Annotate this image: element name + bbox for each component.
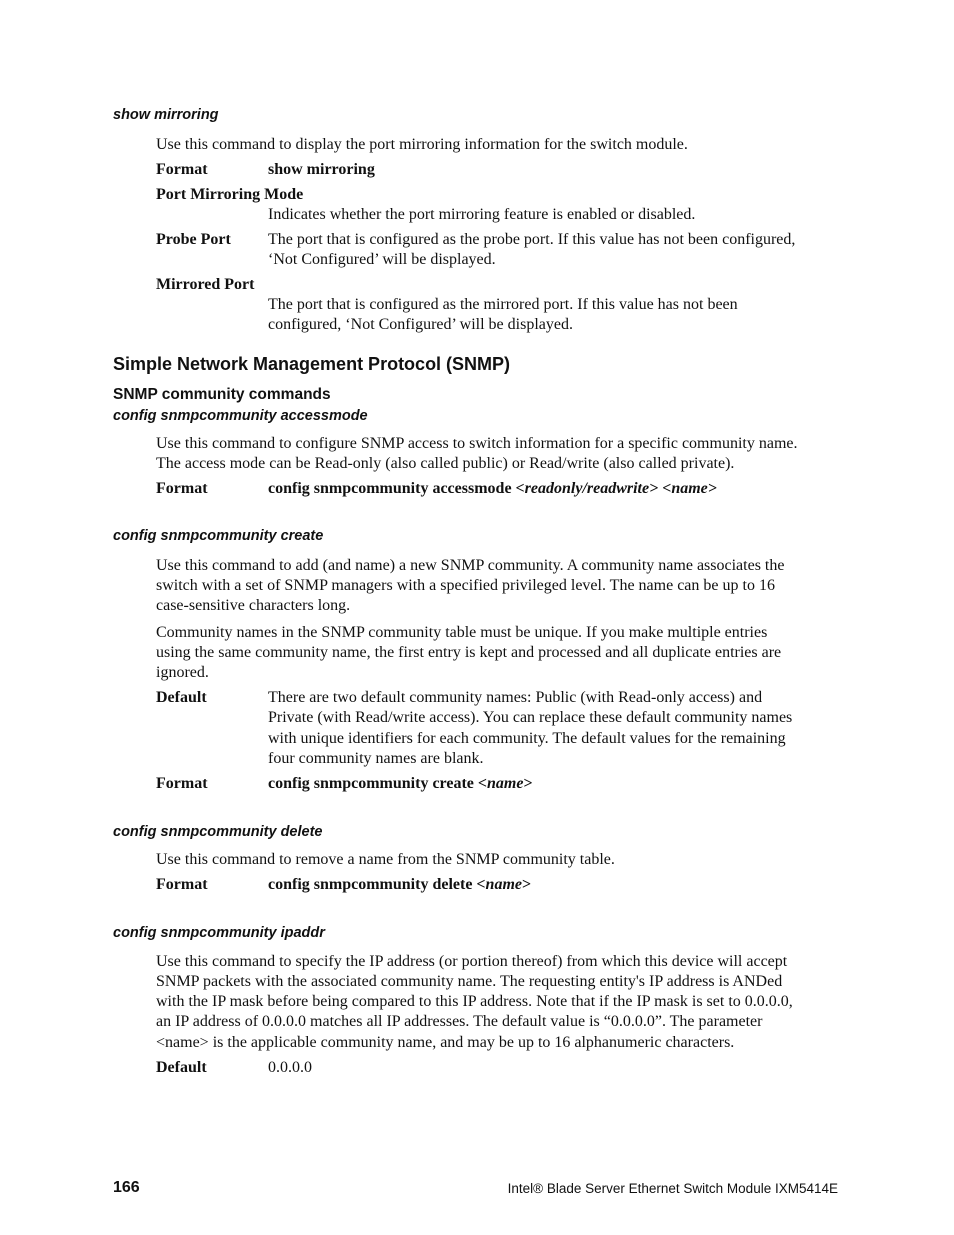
command-description-line: <name> is the applicable community name, and may be up to 16 alphanumeric characters. [156, 1034, 735, 1051]
command-description-line: ignored. [156, 664, 209, 681]
default-desc-line: with unique identifiers for each community. The default values for the remaining [268, 730, 786, 747]
field-label-port-mirroring-mode: Port Mirroring Mode [156, 186, 304, 203]
field-desc-probe-port-line: ‘Not Configured’ will be displayed. [268, 251, 496, 268]
default-desc-line: four community names are blank. [268, 750, 484, 767]
command-description-line: with the IP mask before being compared to this IP address. Note that if the IP mask is set to 0.0.0.0, [156, 993, 793, 1010]
page-number: 166 [113, 1179, 140, 1196]
command-description-line: case-sensitive characters long. [156, 597, 351, 614]
footer-document-title: Intel® Blade Server Ethernet Switch Module IXM5414E [507, 1181, 838, 1196]
command-description-line: using the same community name, the first entry is kept and processed and all duplicate entries are [156, 644, 782, 661]
default-desc-line: Private (with Read/write access). You can replace these default community names [268, 709, 793, 726]
field-desc-probe-port-line: The port that is configured as the probe port. If this value has not been configured, [268, 231, 796, 248]
format-label: Format [156, 775, 208, 792]
field-label-mirrored-port: Mirrored Port [156, 276, 255, 293]
field-desc-mirrored-port-line: configured, ‘Not Configured’ will be displayed. [268, 316, 573, 333]
default-desc-line: There are two default community names: Public (with Read-only access) and [268, 689, 763, 706]
format-command: config snmpcommunity delete < [268, 876, 486, 893]
format-value [268, 774, 848, 794]
field-desc-port-mirroring-mode: Indicates whether the port mirroring feature is enabled or disabled. [268, 206, 696, 223]
format-label: Format [156, 876, 208, 893]
format-label: Format [156, 480, 208, 497]
command-title-delete: config snmpcommunity delete [113, 824, 323, 840]
format-command: config snmpcommunity create < [268, 775, 488, 792]
command-title-show-mirroring: show mirroring [113, 107, 219, 123]
field-label-probe-port: Probe Port [156, 231, 231, 248]
format-argument: name [487, 775, 524, 792]
command-title-create: config snmpcommunity create [113, 528, 324, 544]
command-description-line: Use this command to add (and name) a new SNMP community. A community name associates the [156, 557, 785, 574]
command-description-line: SNMP packets with the associated community name. The requesting entity's IP address is ANDed [156, 973, 783, 990]
command-description-line: The access mode can be Read-only (also called public) or Read/write (also called private). [156, 455, 735, 472]
format-command: config snmpcommunity accessmode [268, 480, 516, 497]
subsection-title-snmp-community: SNMP community commands [113, 386, 331, 403]
command-description-line: switch with a set of SNMP managers with a specified privileged level. The name can be up to 16 [156, 577, 775, 594]
command-description: Use this command to display the port mirroring information for the switch module. [156, 136, 688, 153]
format-value [268, 875, 848, 895]
command-description: Use this command to remove a name from the SNMP community table. [156, 851, 615, 868]
section-title-snmp: Simple Network Management Protocol (SNMP) [113, 354, 511, 374]
field-desc-mirrored-port-line: The port that is configured as the mirrored port. If this value has not been [268, 296, 738, 313]
command-title-accessmode: config snmpcommunity accessmode [113, 408, 368, 424]
format-end: > [523, 775, 533, 792]
command-description-line: an IP address of 0.0.0.0 matches all IP addresses. The default value is “0.0.0.0”. The parameter [156, 1013, 763, 1030]
command-description-line: Use this command to configure SNMP access to switch information for a specific community name. [156, 435, 798, 452]
default-value: 0.0.0.0 [268, 1059, 312, 1076]
default-label: Default [156, 689, 207, 706]
format-argument: name [485, 876, 522, 893]
command-description-line: Use this command to specify the IP address (or portion thereof) from which this device will accept [156, 953, 788, 970]
format-value [268, 479, 848, 499]
format-end: > [522, 876, 532, 893]
format-arguments: <readonly/readwrite> <name> [515, 480, 717, 497]
command-title-ipaddr: config snmpcommunity ipaddr [113, 925, 325, 941]
default-label: Default [156, 1059, 207, 1076]
format-label: Format [156, 161, 208, 178]
command-description-line: Community names in the SNMP community table must be unique. If you make multiple entries [156, 624, 768, 641]
format-value: show mirroring [268, 161, 375, 178]
